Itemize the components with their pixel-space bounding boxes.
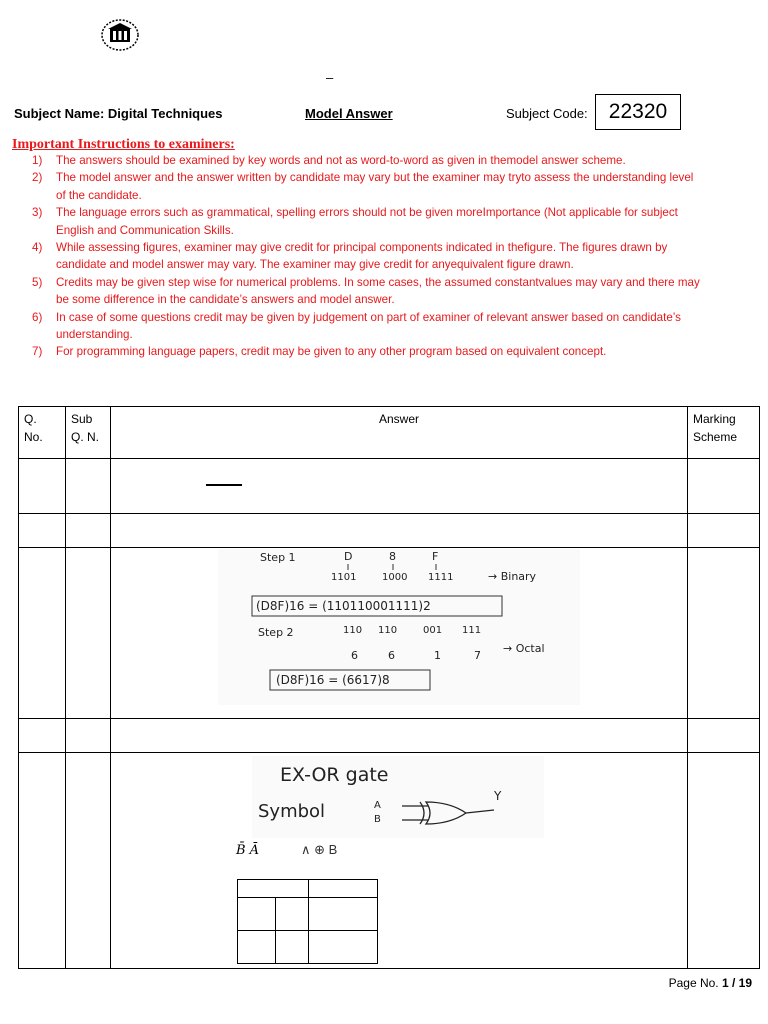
svg-text:110: 110 xyxy=(343,625,363,636)
svg-text:001: 001 xyxy=(423,625,443,636)
institution-logo xyxy=(100,18,140,52)
instruction-item: 2) The model answer and the answer written by candidate may vary but the examiner may tryto assess the understanding level of the candidate. xyxy=(32,171,694,202)
svg-text:A: A xyxy=(374,800,381,811)
svg-text:Y: Y xyxy=(494,789,502,803)
svg-text:→ Octal: → Octal xyxy=(503,642,545,655)
table-row xyxy=(19,719,760,753)
instruction-item: 4) While assessing figures, examiner may give credit for principal components indicated in thefigure. The figures drawn by candidate and model answer may vary. The examiner may give credit for anyequivalent figure drawn. xyxy=(32,241,668,272)
svg-text:(D8F)16 = (6617)8: (D8F)16 = (6617)8 xyxy=(276,673,390,687)
table-row xyxy=(19,548,760,719)
exor-expression: ∧ ⊕ B xyxy=(301,842,338,857)
table-row xyxy=(19,459,760,514)
header-answer: Answer xyxy=(111,407,688,459)
instructions-list xyxy=(12,152,702,361)
instructions-title: Important Instructions to examiners: xyxy=(12,137,235,152)
subject-code-label: Subject Code: xyxy=(506,106,588,121)
instruction-item: 6) In case of some questions credit may be given by judgement on part of examiner of relevant answer based on candidate’s understanding. xyxy=(32,310,681,342)
table-header-row xyxy=(19,407,760,459)
svg-text:1111: 1111 xyxy=(428,572,454,583)
svg-text:Step 2: Step 2 xyxy=(258,626,294,639)
header-marking: Marking Scheme xyxy=(688,407,760,459)
svg-text:D: D xyxy=(344,550,353,563)
svg-text:8: 8 xyxy=(389,550,396,563)
subject-code-box: 22320 xyxy=(595,94,681,130)
header-dash: – xyxy=(326,70,334,85)
answer-table xyxy=(18,406,760,969)
svg-text:110: 110 xyxy=(378,625,398,636)
header-qno: Q. No. xyxy=(19,407,66,459)
svg-text:6: 6 xyxy=(388,649,395,662)
page-number: Page No. 1 / 19 xyxy=(668,976,752,990)
svg-text:1: 1 xyxy=(434,649,441,662)
subject-name: Subject Name: Digital Techniques xyxy=(14,106,223,121)
instruction-item: 1) The answers should be examined by key words and not as word-to-word as given in themodel answer scheme. xyxy=(32,154,626,167)
svg-text:(D8F)16 = (110110001111)2: (D8F)16 = (110110001111)2 xyxy=(256,599,431,613)
svg-text:111: 111 xyxy=(462,625,482,636)
header-subq: Sub Q. N. xyxy=(66,407,111,459)
table-row xyxy=(19,514,760,548)
svg-text:→ Binary: → Binary xyxy=(488,570,537,583)
instruction-item: 7) For programming language papers, credit may be given to any other program based on equivalent concept. xyxy=(32,345,607,359)
svg-text:Step 1: Step 1 xyxy=(260,551,296,564)
hex-to-octal-working xyxy=(218,549,580,705)
exor-gate-sketch xyxy=(252,756,544,838)
svg-text:1101: 1101 xyxy=(331,572,357,583)
svg-text:7: 7 xyxy=(474,649,481,662)
svg-text:B: B xyxy=(374,814,381,825)
svg-text:1000: 1000 xyxy=(382,572,408,583)
inverted-inputs-label: B̄ Ā xyxy=(236,843,260,858)
svg-text:6: 6 xyxy=(351,649,358,662)
overline-bar xyxy=(206,484,242,486)
model-answer-heading: Model Answer xyxy=(305,106,393,121)
truth-table-outline xyxy=(237,879,378,964)
instruction-item: 5) Credits may be given step wise for numerical problems. In some cases, the assumed constantvalues may vary and there may be some difference in the candidate’s answers and model answer. xyxy=(32,275,700,307)
svg-text:EX-OR gate: EX-OR gate xyxy=(280,764,389,786)
svg-text:Symbol: Symbol xyxy=(258,801,326,822)
table-row xyxy=(19,753,760,969)
svg-text:F: F xyxy=(432,550,439,563)
instruction-item: 3) The language errors such as grammatical, spelling errors should not be given moreImportance (Not applicable for subject English and Communication Skills. xyxy=(32,206,678,237)
